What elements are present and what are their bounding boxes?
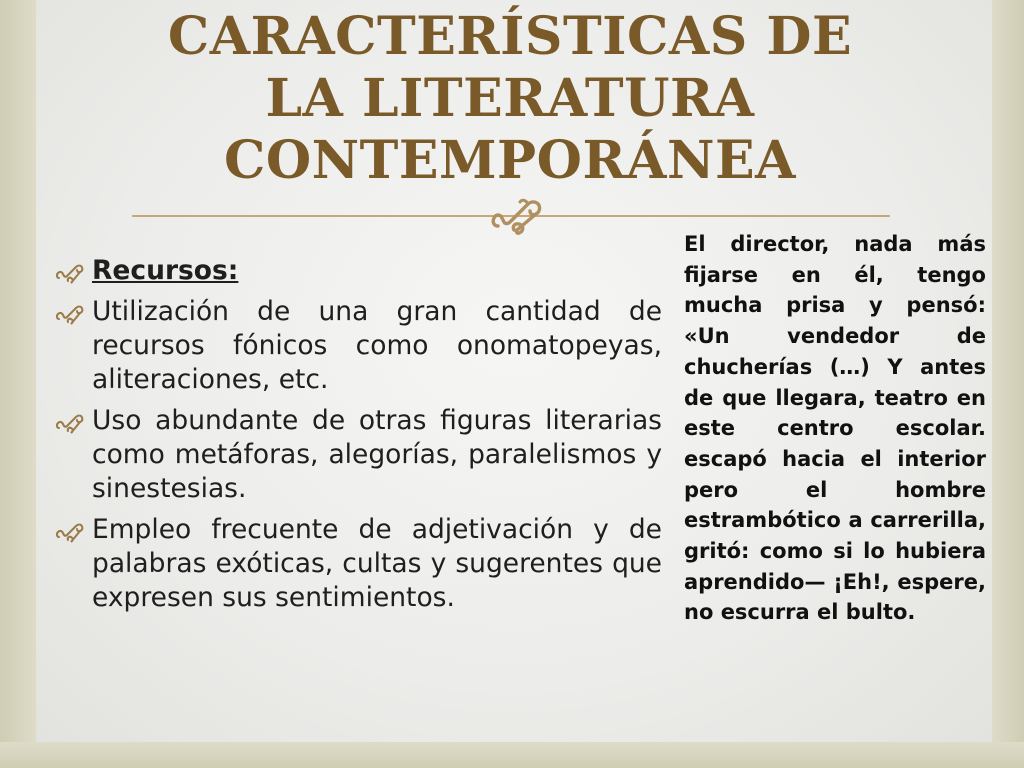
scroll-ornament-icon [488, 194, 550, 238]
bullet-list [56, 254, 662, 622]
scroll-bullet-icon [56, 513, 92, 547]
list-item [56, 295, 662, 397]
slide-title: CARACTERÍSTICAS DE LA LITERATURA CONTEMPORÁNEA [167, 6, 853, 191]
scroll-bullet-icon [56, 295, 92, 329]
list-item [56, 513, 662, 615]
scroll-bullet-icon [56, 404, 92, 438]
slide-frame-right [992, 0, 1024, 768]
slide-frame-left [0, 0, 36, 768]
bullet-text: Recursos: [92, 255, 239, 286]
scroll-bullet-icon [56, 254, 92, 288]
slide-frame-bottom [0, 742, 1024, 768]
bullet-text: Uso abundante de otras figuras literarias como metáforas, alegorías, paralelismos y sinestesias. [92, 405, 662, 504]
bullet-text: Empleo frecuente de adjetivación y de palabras exóticas, cultas y sugerentes que expresen sus sentimientos. [92, 514, 662, 613]
list-item [56, 404, 662, 506]
quote-text-block: El director, nada más fijarse en él, tengo mucha prisa y pensó: «Un vendedor de chucherías (…) Y antes de que llegara, teatro en este centro escolar. escapó hacia el interior pero el hombre estrambótico a carrerilla, gritó: como si lo hubiera aprendido— ¡Eh!, espere, no escurra el bulto. [684, 232, 986, 625]
bullet-text: Utilización de una gran cantidad de recursos fónicos como onomatopeyas, aliteraciones, etc. [92, 296, 662, 395]
list-item [56, 254, 662, 288]
